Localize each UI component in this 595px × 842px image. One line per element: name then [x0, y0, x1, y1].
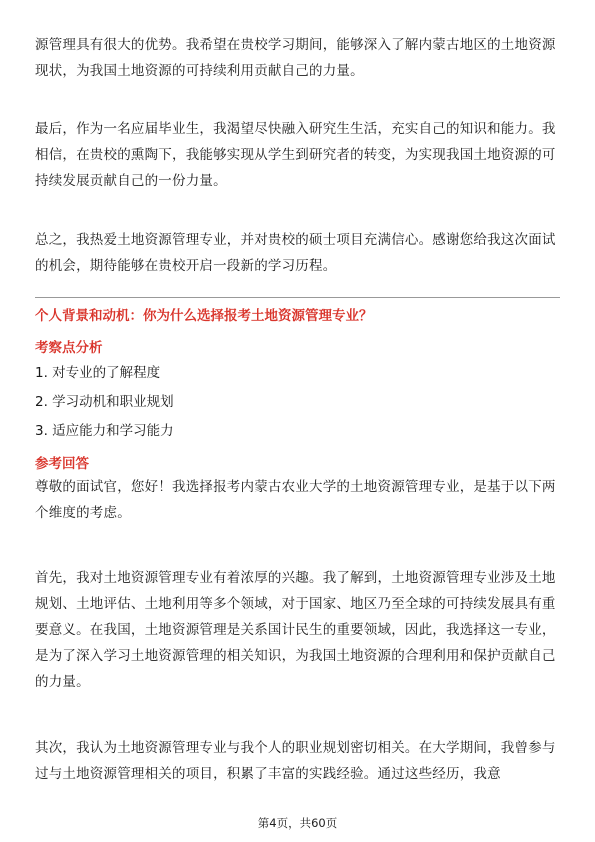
analysis-label: 考察点分析 — [35, 340, 103, 356]
answer-paragraph-2: 首先，我对土地资源管理专业有着浓厚的兴趣。我了解到，土地资源管理专业涉及土地规划、土地评估、土地利用等多个领域，对于国家、地区乃至全球的可持续发展具有重要意义。在我国，土地资源管理是关系国计民生的重要领域，因此，我选择这一专业，是为了深入学习土地资源管理的相关知识，为我国土地资源的合理利用和保护贡献自己的力量。 — [35, 570, 556, 690]
analysis-item-3: 3. 适应能力和学习能力 — [35, 423, 174, 439]
analysis-item-2: 2. 学习动机和职业规划 — [35, 394, 174, 410]
page-number: 第4页，共60页 — [257, 816, 338, 830]
answer-label: 参考回答 — [35, 456, 89, 472]
answer-paragraph-3: 其次，我认为土地资源管理专业与我个人的职业规划密切相关。在大学期间，我曾参与过与土地资源管理相关的项目，积累了丰富的实践经验。通过这些经历，我意 — [35, 740, 556, 782]
intro-paragraph-1: 源管理具有很大的优势。我希望在贵校学习期间，能够深入了解内蒙古地区的土地资源现状，为我国土地资源的可持续利用贡献自己的力量。 — [35, 37, 556, 79]
section-divider — [35, 297, 560, 298]
question-heading: 个人背景和动机：你为什么选择报考土地资源管理专业？ — [35, 308, 373, 324]
intro-paragraph-3: 总之，我热爱土地资源管理专业，并对贵校的硕士项目充满信心。感谢您给我这次面试的机会，期待能够在贵校开启一段新的学习历程。 — [35, 232, 556, 274]
intro-paragraph-2: 最后，作为一名应届毕业生，我渴望尽快融入研究生生活，充实自己的知识和能力。我相信，在贵校的熏陶下，我能够实现从学生到研究者的转变，为实现我国土地资源的可持续发展贡献自己的一份力量。 — [35, 121, 556, 189]
analysis-item-1: 1. 对专业的了解程度 — [35, 365, 161, 381]
answer-paragraph-1: 尊敬的面试官，您好！我选择报考内蒙古农业大学的土地资源管理专业，是基于以下两个维度的考虑。 — [35, 479, 556, 521]
